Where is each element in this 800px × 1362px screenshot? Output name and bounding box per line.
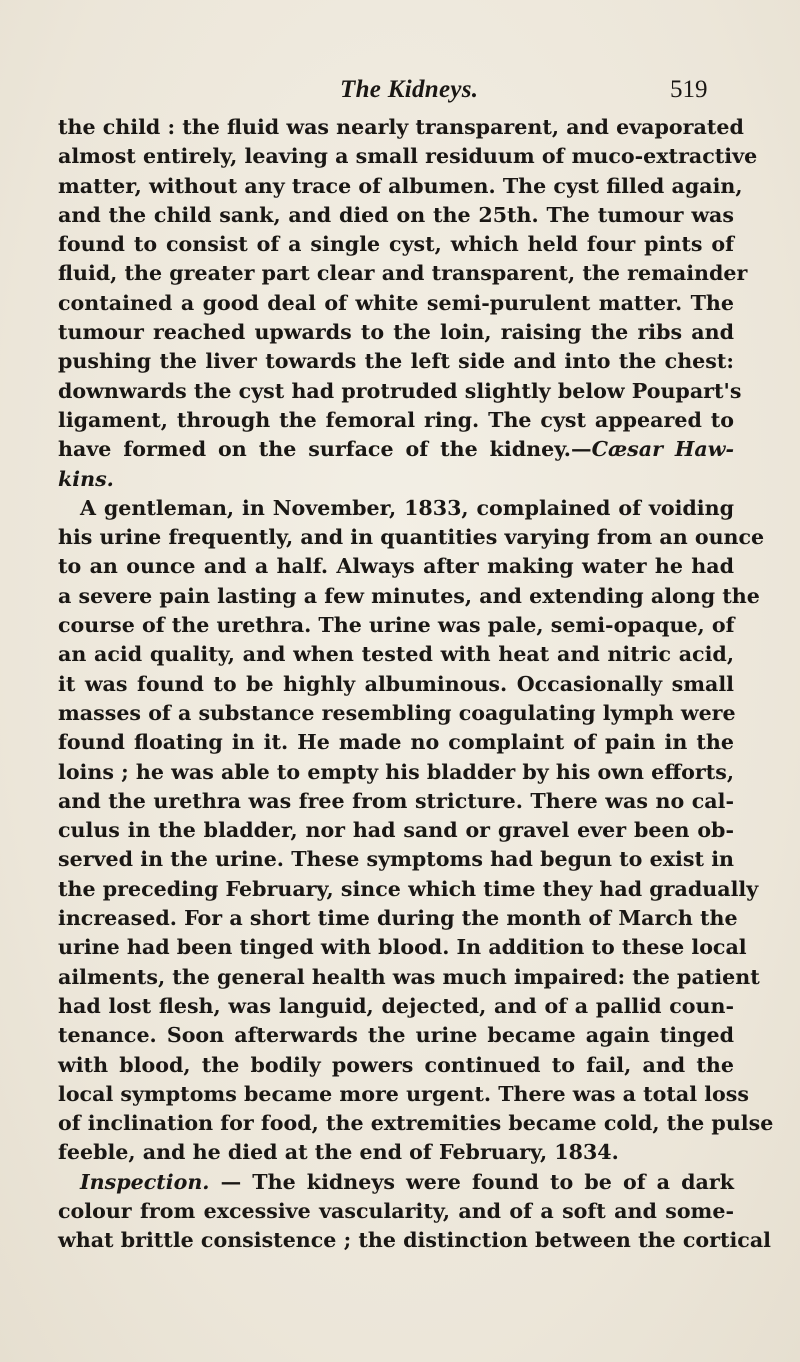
text-line: ligament, through the femoral ring. The cyst appeared to: [58, 407, 734, 432]
text-line: what brittle consistence ; the distinction between the cortical: [58, 1228, 771, 1253]
text-line: and the child sank, and died on the 25th. The tumour was: [58, 202, 734, 227]
page-header: [0, 74, 800, 114]
text-line: it was found to be highly albuminous. Occasionally small: [58, 671, 734, 696]
text-line: to an ounce and a half. Always after making water he had: [58, 554, 734, 579]
text-line: pushing the liver towards the left side and into the chest:: [58, 349, 734, 374]
text-line: had lost flesh, was languid, dejected, and of a pallid coun-: [58, 993, 734, 1018]
text-line: urine had been tinged with blood. In addition to these local: [58, 935, 747, 960]
paragraph-end-line: feeble, and he died at the end of February, 1834.: [58, 1140, 619, 1165]
text-line: the child : the fluid was nearly transparent, and evaporated: [58, 115, 744, 139]
paragraph-start-line: A gentleman, in November, 1833, complained of voiding: [80, 495, 734, 520]
text-line: with blood, the bodily powers continued to fail, and the: [58, 1052, 734, 1077]
text-line: found to consist of a single cyst, which held four pints of: [58, 232, 734, 257]
page-number: 519: [670, 76, 708, 103]
text-line: masses of a substance resembling coagulating lymph were: [58, 700, 736, 725]
text-line: colour from excessive vascularity, and of a soft and some-: [58, 1198, 734, 1223]
section-heading-inspection: Inspection.: [80, 1169, 210, 1194]
citation-author: Cæsar Haw-: [591, 437, 734, 462]
text-line: loins ; he was able to empty his bladder by his own efforts,: [58, 759, 734, 784]
text-line: increased. For a short time during the month of March the: [58, 906, 738, 931]
text-line: a severe pain lasting a few minutes, and extending along the: [58, 583, 760, 608]
text-line: tenance. Soon afterwards the urine became again tinged: [58, 1023, 734, 1048]
text-line: served in the urine. These symptoms had begun to exist in: [58, 847, 734, 872]
text-line: his urine frequently, and in quantities varying from an ounce: [58, 525, 765, 550]
text-line: tumour reached upwards to the loin, raising the ribs and: [58, 320, 734, 345]
text-line: contained a good deal of white semi-purulent matter. The: [58, 290, 734, 315]
inspection-line: [58, 1168, 734, 1197]
body-text: [58, 113, 774, 1256]
text-line-with-citation: [58, 435, 734, 464]
text-line: downwards the cyst had protruded slightly below Poupart's: [58, 378, 742, 403]
text-line: fluid, the greater part clear and transparent, the remainder: [58, 261, 748, 286]
text-line: matter, without any trace of albumen. The cyst filled again,: [58, 173, 743, 198]
text-line: and the urethra was free from stricture. There was no cal-: [58, 788, 734, 813]
text-fragment: — The kidneys were found to be of a dark: [209, 1169, 734, 1194]
text-line: found floating in it. He made no complaint of pain in the: [58, 730, 734, 755]
running-title: The Kidneys.: [340, 76, 479, 103]
text-line: local symptoms became more urgent. There was a total loss: [58, 1081, 749, 1106]
text-line: culus in the bladder, nor had sand or gravel ever been ob-: [58, 818, 734, 843]
text-line: course of the urethra. The urine was pale, semi-opaque, of: [58, 613, 735, 638]
text-line: of inclination for food, the extremities became cold, the pulse: [58, 1111, 774, 1136]
citation-author-end: [58, 465, 734, 494]
citation-author-continued: kins.: [58, 466, 114, 491]
text-line: an acid quality, and when tested with heat and nitric acid,: [58, 642, 734, 667]
text-line: almost entirely, leaving a small residuum of muco-extractive: [58, 144, 758, 169]
text-fragment: have formed on the surface of the kidney.—: [58, 437, 592, 462]
text-line: the preceding February, since which time they had gradually: [58, 876, 759, 901]
text-line: ailments, the general health was much impaired: the patient: [58, 964, 760, 989]
